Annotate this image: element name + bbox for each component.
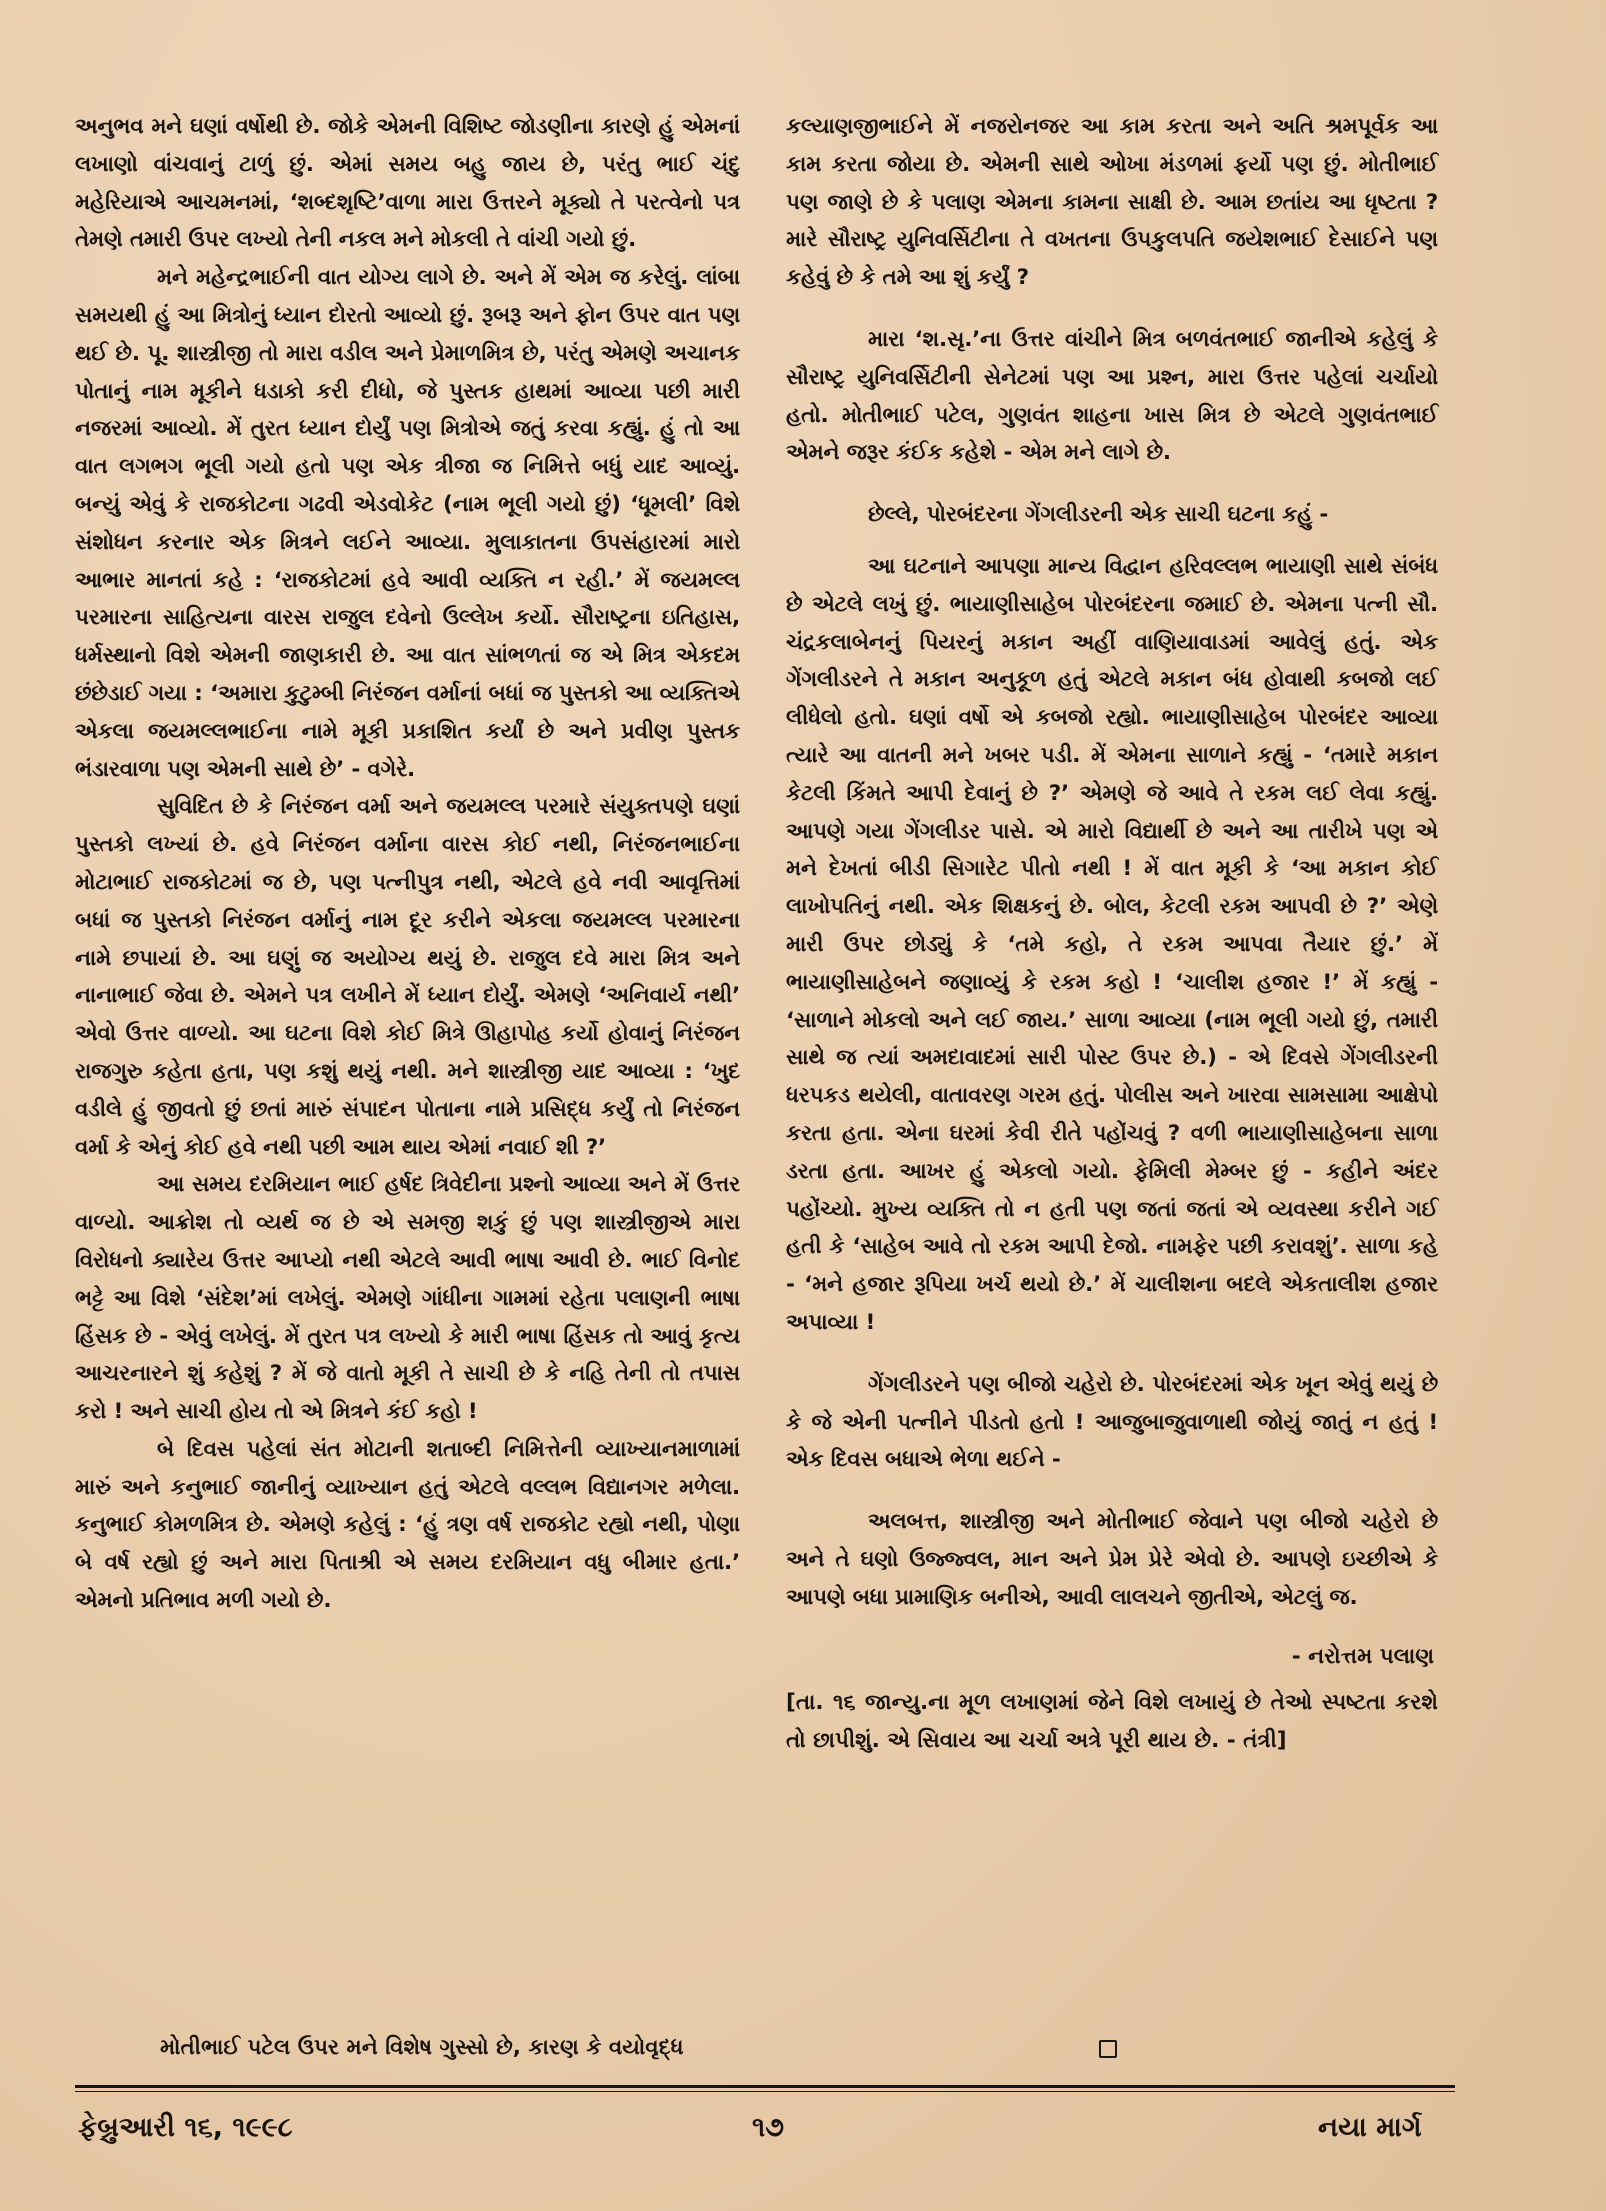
paragraph: અલબત્ત, શાસ્ત્રીજી અને મોતીભાઈ જેવાને પણ બીજો ચહેરો છે અને તે ઘણો ઉજ્જ્વલ, માન અને પ્રેમ પ્રેરે એવો છે. આપણે ઇચ્છીએ કે આપણે બધા પ્રામાણિક બનીએ, આવી લાલચને જીતીએ, એટલું જ. bbox=[786, 1509, 1438, 1610]
paragraph: આ સમય દરમિયાન ભાઈ હર્ષદ ત્રિવેદીના પ્રશ્નો આવ્યા અને મેં ઉત્તર વાળ્યો. આક્રોશ તો વ્યર્થ જ છે એ સમજી શકું છું પણ શાસ્ત્રીજીએ મારા વિરોધનો ક્યારેય ઉત્તર આપ્યો નથી એટલે આવી ભાષા આવી છે. ભાઈ વિનોદ ભટ્ટે આ વિશે ‘સંદેશ’માં લખેલું. એમણે ગાંધીના ગામમાં રહેતા પલાણની ભાષા હિંસક છે - એવું લખેલું. મેં તુરત પત્ર લખ્યો કે મારી ભાષા હિંસક તો આવું કૃત્ય આચરનારને શું કહેશું ? મેં જે વાતો મૂકી તે સાચી છે કે નહિ તેની તો તપાસ કરો ! અને સાચી હોય તો એ મિત્રને કંઈ કહો ! bbox=[75, 1172, 740, 1425]
paragraph-continued: મોતીભાઈ પટેલ ઉપર મને વિશેષ ગુસ્સો છે, કારણ કે વયોવૃદ્ધ bbox=[160, 2035, 684, 2060]
paragraph: છેલ્લે, પોરબંદરના ગેંગલીડરની એક સાચી ઘટના કહું - bbox=[868, 502, 1329, 528]
right-column bbox=[786, 108, 1438, 1760]
paragraph: કલ્યાણજીભાઈને મેં નજરોનજર આ કામ કરતા અને અતિ શ્રમપૂર્વક આ કામ કરતા જોયા છે. એમની સાથે ઓખા મંડળમાં ફર્યો પણ છું. મોતીભાઈ પણ જાણે છે કે પલાણ એમના કામના સાક્ષી છે. આમ છતાંય આ ધૃષ્ટતા ? મારે સૌરાષ્ટ્ર યુનિવર્સિટીના તે વખતના ઉપકુલપતિ જયેશભાઈ દેસાઈને પણ કહેવું છે કે તમે આ શું કર્યું ? bbox=[786, 114, 1438, 291]
issue-date: ફેબ્રુઆરી ૧૬, ૧૯૯૮ bbox=[78, 2112, 293, 2143]
paragraph: સુવિદિત છે કે નિરંજન વર્મા અને જયમલ્લ પરમારે સંયુક્તપણે ઘણાં પુસ્તકો લખ્યાં છે. હવે નિરંજન વર્માના વારસ કોઈ નથી, નિરંજનભાઈના મોટાભાઈ રાજકોટમાં જ છે, પણ પત્નીપુત્ર નથી, એટલે હવે નવી આવૃત્તિમાં બધાં જ પુસ્તકો નિરંજન વર્માનું નામ દૂર કરીને એકલા જયમલ્લ પરમારના નામે છપાયાં છે. આ ઘણું જ અયોગ્ય થયું છે. રાજુલ દવે મારા મિત્ર અને નાનાભાઈ જેવા છે. એમને પત્ર લખીને મેં ધ્યાન દોર્યું. એમણે ‘અનિવાર્ય નથી’ એવો ઉત્તર વાળ્યો. આ ઘટના વિશે કોઈ મિત્રે ઊહાપોહ કર્યો હોવાનું નિરંજન રાજગુરુ કહેતા હતા, પણ કશું થયું નથી. મને શાસ્ત્રીજી યાદ આવ્યા : ‘ખુદ વડીલે હું જીવતો છું છતાં મારું સંપાદન પોતાના નામે પ્રસિદ્ધ કર્યું તો નિરંજન વર્મા કે એનું કોઈ હવે નથી પછી આમ થાય એમાં નવાઈ શી ?’ bbox=[75, 794, 740, 1160]
editor-note: [તા. ૧૬ જાન્યુ.ના મૂળ લખાણમાં જેને વિશે લખાયું છે તેઓ સ્પષ્ટતા કરશે તો છાપીશું. એ સિવાય આ ચર્ચા અત્રે પૂરી થાય છે. - તંત્રી] bbox=[786, 1690, 1438, 1754]
author-signature: - નરોત્તમ પલાણ bbox=[1291, 1644, 1434, 1670]
paragraph: આ ઘટનાને આપણા માન્ય વિદ્વાન હરિવલ્લભ ભાયાણી સાથે સંબંધ છે એટલે લખું છું. ભાયાણીસાહેબ પોરબંદરના જમાઈ છે. એમના પત્ની સૌ. ચંદ્રકલાબેનનું પિયરનું મકાન અહીં વાણિયાવાડમાં આવેલું હતું. એક ગેંગલીડરને તે મકાન અનુકૂળ હતું એટલે મકાન બંધ હોવાથી કબજો લઈ લીધેલો હતો. ઘણાં વર્ષો એ કબજો રહ્યો. ભાયાણીસાહેબ પોરબંદર આવ્યા ત્યારે આ વાતની મને ખબર પડી. મેં એમના સાળાને કહ્યું - ‘તમારે મકાન કેટલી કિંમતે આપી દેવાનું છે ?’ એમણે જે આવે તે રકમ લઈ લેવા કહ્યું. આપણે ગયા ગેંગલીડર પાસે. એ મારો વિદ્યાર્થી છે અને આ તારીખે પણ એ મને દેખતાં બીડી સિગારેટ પીતો નથી ! મેં વાત મૂકી કે ‘આ મકાન કોઈ લાખોપતિનું નથી. એક શિક્ષકનું છે. બોલ, કેટલી રકમ આપવી છે ?’ એણે મારી ઉપર છોડ્યું કે ‘તમે કહો, તે રકમ આપવા તૈયાર છું.’ મેં ભાયાણીસાહેબને જણાવ્યું કે રકમ કહો ! ‘ચાલીશ હજાર !’ મેં કહ્યું - ‘સાળાને મોકલો અને લઈ જાય.’ સાળા આવ્યા (નામ ભૂલી ગયો છું, તમારી સાથે જ ત્યાં અમદાવાદમાં સારી પોસ્ટ ઉપર છે.) - એ દિવસે ગેંગલીડરની ધરપકડ થયેલી, વાતાવરણ ગરમ હતું. પોલીસ અને ખારવા સામસામા આક્ષેપો કરતા હતા. એના ઘરમાં કેવી રીતે પહોંચવું ? વળી ભાયાણીસાહેબના સાળા ડરતા હતા. આખર હું એકલો ગયો. ફેમિલી મેમ્બર છું - કહીને અંદર પહોંચ્યો. મુખ્ય વ્યક્તિ તો ન હતી પણ જતાં જતાં એ વ્યવસ્થા કરીને ગઈ હતી કે ‘સાહેબ આવે તો રકમ આપી દેજો. નામફેર પછી કરાવશું’. સાળા કહે - ‘મને હજાર રૂપિયા ખર્ચ થયો છે.’ મેં ચાલીશના બદલે એકતાલીશ હજાર અપાવ્યા ! bbox=[786, 553, 1438, 1335]
end-mark-icon bbox=[1099, 2040, 1117, 2058]
left-column bbox=[75, 108, 740, 1620]
paragraph: અનુભવ મને ઘણાં વર્ષોથી છે. જોકે એમની વિશિષ્ટ જોડણીના કારણે હું એમનાં લખાણો વાંચવાનું ટાળું છું. એમાં સમય બહુ જાય છે, પરંતુ ભાઈ ચંદુ મહેરિયાએ આચમનમાં, ‘શબ્દશૃષ્ટિ’વાળા મારા ઉત્તરને મૂક્યો તે પરત્વેનો પત્ર તેમણે તમારી ઉપર લખ્યો તેની નકલ મને મોકલી તે વાંચી ગયો છું. bbox=[75, 114, 740, 253]
paragraph: મારા ‘શ.સૃ.’ના ઉત્તર વાંચીને મિત્ર બળવંતભાઈ જાનીએ કહેલું કે સૌરાષ્ટ્ર યુનિવર્સિટીની સેનેટમાં પણ આ પ્રશ્ન, મારા ઉત્તર પહેલાં ચર્ચાયો હતો. મોતીભાઈ પટેલ, ગુણવંત શાહના ખાસ મિત્ર છે એટલે ગુણવંતભાઈ એમને જરૂર કંઈક કહેશે - એમ મને લાગે છે. bbox=[786, 326, 1438, 466]
footer-divider-thin bbox=[75, 2091, 1455, 2092]
paragraph: બે દિવસ પહેલાં સંત મોટાની શતાબ્દી નિમિત્તેની વ્યાખ્યાનમાળામાં મારું અને કનુભાઈ જાનીનું વ્યાખ્યાન હતું એટલે વલ્લભ વિદ્યાનગર મળેલા. કનુભાઈ કોમળમિત્ર છે. એમણે કહેલું : ‘હું ત્રણ વર્ષ રાજકોટ રહ્યો નથી, પોણા બે વર્ષ રહ્યો છું અને મારા પિતાશ્રી એ સમય દરમિયાન વધુ બીમાર હતા.’ એમનો પ્રતિભાવ મળી ગયો છે. bbox=[75, 1436, 740, 1614]
paragraph: મને મહેન્દ્રભાઈની વાત યોગ્ય લાગે છે. અને મેં એમ જ કરેલું. લાંબા સમયથી હું આ મિત્રોનું ધ્યાન દોરતો આવ્યો છું. રૂબરૂ અને ફોન ઉપર વાત પણ થઈ છે. પૂ. શાસ્ત્રીજી તો મારા વડીલ અને પ્રેમાળમિત્ર છે, પરંતુ એમણે અચાનક પોતાનું નામ મૂકીને ધડાકો કરી દીધો, જે પુસ્તક હાથમાં આવ્યા પછી મારી નજરમાં આવ્યો. મેં તુરત ધ્યાન દોર્યું પણ મિત્રોએ જતું કરવા કહ્યું. હું તો આ વાત લગભગ ભૂલી ગયો હતો પણ એક ત્રીજા જ નિમિત્તે બધું યાદ આવ્યું. બન્યું એવું કે રાજકોટના ગઢવી એડવોકેટ (નામ ભૂલી ગયો છું) ‘ધૂમલી’ વિશે સંશોધન કરનાર એક મિત્રને લઈને આવ્યા. મુલાકાતના ઉપસંહારમાં મારો આભાર માનતાં કહે : ‘રાજકોટમાં હવે આવી વ્યક્તિ ન રહી.’ મેં જયમલ્લ પરમારના સાહિત્યના વારસ રાજુલ દવેનો ઉલ્લેખ કર્યો. સૌરાષ્ટ્રના ઇતિહાસ, ધર્મસ્થાનો વિશે એમની જાણકારી છે. આ વાત સાંભળતાં જ એ મિત્ર એકદમ છંછેડાઈ ગયા : ‘અમારા કુટુમ્બી નિરંજન વર્માનાં બધાં જ પુસ્તકો આ વ્યક્તિએ એકલા જયમલ્લભાઈના નામે મૂકી પ્રકાશિત કર્યાં છે અને પ્રવીણ પુસ્તક ભંડારવાળા પણ એમની સાથે છે’ - વગેરે. bbox=[75, 265, 740, 782]
footer-divider bbox=[75, 2085, 1455, 2088]
page-number: ૧૭ bbox=[752, 2112, 784, 2143]
magazine-name: નયા માર્ગ bbox=[1318, 2112, 1422, 2143]
paragraph: ગેંગલીડરને પણ બીજો ચહેરો છે. પોરબંદરમાં એક ખૂન એવું થયું છે કે જે એની પત્નીને પીડતો હતો ! આજુબાજુવાળાથી જોયું જાતું ન હતું ! એક દિવસ બધાએ ભેળા થઈને - bbox=[786, 1371, 1438, 1473]
